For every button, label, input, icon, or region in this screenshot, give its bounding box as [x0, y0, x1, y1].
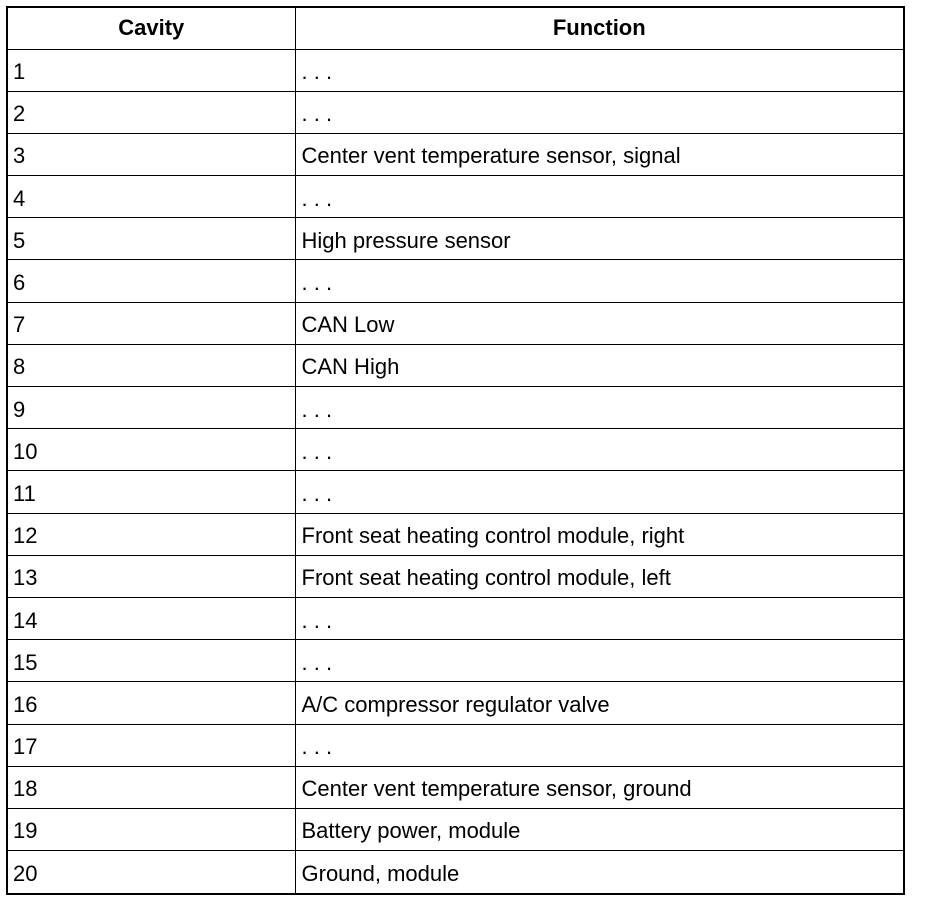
function-description-cell: . . . [295, 387, 903, 429]
table-row [8, 429, 903, 471]
cavity-number-cell: 8 [8, 344, 295, 386]
table-row [8, 302, 903, 344]
function-description-cell: Center vent temperature sensor, signal [295, 133, 903, 175]
table-row [8, 471, 903, 513]
table-row [8, 133, 903, 175]
table-row [8, 387, 903, 429]
table-row [8, 49, 903, 91]
function-description-cell: High pressure sensor [295, 218, 903, 260]
cavity-number-cell: 6 [8, 260, 295, 302]
function-description-cell: Front seat heating control module, right [295, 513, 903, 555]
function-description-cell: . . . [295, 640, 903, 682]
cavity-number-cell: 20 [8, 851, 295, 893]
cavity-number-cell: 7 [8, 302, 295, 344]
table-row [8, 682, 903, 724]
table-row [8, 808, 903, 850]
table-row [8, 724, 903, 766]
cavity-number-cell: 10 [8, 429, 295, 471]
table-row [8, 555, 903, 597]
cavity-number-cell: 11 [8, 471, 295, 513]
function-description-cell: CAN High [295, 344, 903, 386]
function-description-cell: Ground, module [295, 851, 903, 893]
function-description-cell: . . . [295, 260, 903, 302]
table-body [8, 49, 903, 893]
table-row [8, 344, 903, 386]
cavity-number-cell: 14 [8, 597, 295, 639]
cavity-number-cell: 1 [8, 49, 295, 91]
function-description-cell: . . . [295, 49, 903, 91]
function-description-cell: . . . [295, 429, 903, 471]
table-header-row [8, 8, 903, 49]
cavity-number-cell: 2 [8, 91, 295, 133]
cavity-number-cell: 16 [8, 682, 295, 724]
function-description-cell: Battery power, module [295, 808, 903, 850]
table-row [8, 766, 903, 808]
function-description-cell: Front seat heating control module, left [295, 555, 903, 597]
column-header-function: Function [295, 8, 903, 49]
cavity-number-cell: 18 [8, 766, 295, 808]
function-description-cell: A/C compressor regulator valve [295, 682, 903, 724]
connector-cavity-table [8, 8, 903, 893]
cavity-number-cell: 5 [8, 218, 295, 260]
table-row [8, 640, 903, 682]
table-row [8, 260, 903, 302]
column-header-cavity: Cavity [8, 8, 295, 49]
cavity-number-cell: 12 [8, 513, 295, 555]
function-description-cell: Center vent temperature sensor, ground [295, 766, 903, 808]
function-description-cell: . . . [295, 471, 903, 513]
table-row [8, 218, 903, 260]
table-row [8, 597, 903, 639]
table-row [8, 176, 903, 218]
table-row [8, 513, 903, 555]
function-description-cell: . . . [295, 724, 903, 766]
connector-cavity-table-container [6, 6, 905, 895]
cavity-number-cell: 13 [8, 555, 295, 597]
function-description-cell: . . . [295, 91, 903, 133]
cavity-number-cell: 19 [8, 808, 295, 850]
cavity-number-cell: 15 [8, 640, 295, 682]
cavity-number-cell: 9 [8, 387, 295, 429]
cavity-number-cell: 3 [8, 133, 295, 175]
function-description-cell: CAN Low [295, 302, 903, 344]
table-row [8, 91, 903, 133]
function-description-cell: . . . [295, 597, 903, 639]
table-row [8, 851, 903, 893]
cavity-number-cell: 17 [8, 724, 295, 766]
cavity-number-cell: 4 [8, 176, 295, 218]
function-description-cell: . . . [295, 176, 903, 218]
